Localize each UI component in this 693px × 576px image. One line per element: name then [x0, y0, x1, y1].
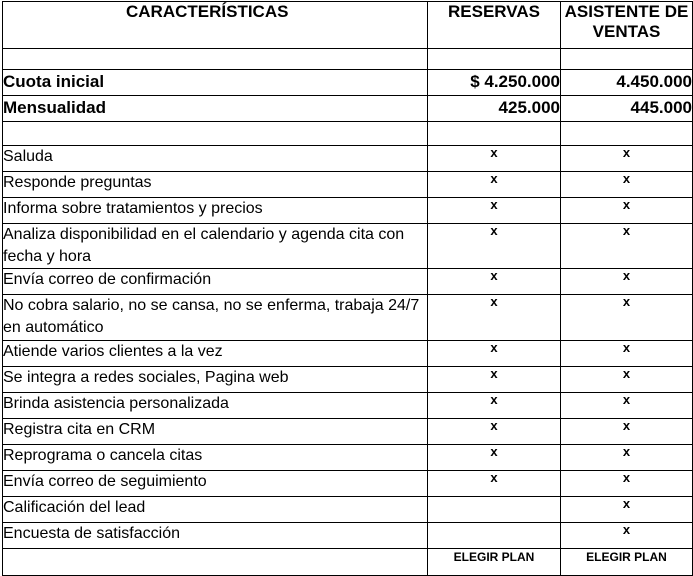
feature-label: Analiza disponibilidad en el calendario y agenda cita con fecha y hora — [3, 224, 428, 269]
spacer-cell — [561, 49, 693, 70]
feature-label: Registra cita en CRM — [3, 419, 428, 445]
feature-row — [3, 341, 693, 367]
feature-label: Informa sobre tratamientos y precios — [3, 198, 428, 224]
check-icon: x — [428, 146, 561, 172]
choose-plan-asistente-button[interactable]: ELEGIR PLAN — [561, 549, 693, 576]
feature-row — [3, 497, 693, 523]
feature-row — [3, 367, 693, 393]
spacer-cell — [428, 122, 561, 146]
check-icon: x — [428, 445, 561, 471]
check-icon: x — [561, 295, 693, 341]
feature-row — [3, 198, 693, 224]
price-value-reservas: $ 4.250.000 — [428, 70, 561, 96]
check-icon: x — [561, 367, 693, 393]
header-row — [3, 2, 693, 49]
header-plan-asistente-ventas: ASISTENTE DE VENTAS — [561, 2, 693, 49]
feature-label: Encuesta de satisfacción — [3, 523, 428, 549]
check-icon: x — [428, 367, 561, 393]
feature-row — [3, 445, 693, 471]
check-icon: x — [428, 419, 561, 445]
price-row — [3, 96, 693, 122]
check-icon: x — [561, 146, 693, 172]
check-icon — [428, 497, 561, 523]
header-features: CARACTERÍSTICAS — [3, 2, 428, 49]
check-icon: x — [428, 471, 561, 497]
spacer-cell — [3, 122, 428, 146]
check-icon: x — [561, 341, 693, 367]
check-icon: x — [561, 393, 693, 419]
check-icon: x — [561, 172, 693, 198]
feature-row — [3, 146, 693, 172]
spacer-row — [3, 49, 693, 70]
spacer-row — [3, 122, 693, 146]
price-value-asistente: 4.450.000 — [561, 70, 693, 96]
feature-label: Envía correo de confirmación — [3, 269, 428, 295]
check-icon: x — [428, 224, 561, 269]
check-icon: x — [428, 172, 561, 198]
feature-label: Se integra a redes sociales, Pagina web — [3, 367, 428, 393]
price-label-mensualidad: Mensualidad — [3, 96, 428, 122]
check-icon: x — [428, 341, 561, 367]
feature-label: Responde preguntas — [3, 172, 428, 198]
feature-label: Envía correo de seguimiento — [3, 471, 428, 497]
feature-row — [3, 523, 693, 549]
check-icon: x — [561, 471, 693, 497]
feature-row — [3, 419, 693, 445]
feature-row — [3, 269, 693, 295]
feature-label: Brinda asistencia personalizada — [3, 393, 428, 419]
feature-label: Saluda — [3, 146, 428, 172]
check-icon: x — [561, 269, 693, 295]
feature-label: Reprograma o cancela citas — [3, 445, 428, 471]
spacer-cell — [3, 49, 428, 70]
feature-row — [3, 224, 693, 269]
check-icon: x — [561, 523, 693, 549]
check-icon: x — [561, 497, 693, 523]
check-icon: x — [561, 198, 693, 224]
header-plan-reservas: RESERVAS — [428, 2, 561, 49]
feature-label: Calificación del lead — [3, 497, 428, 523]
plans-comparison-table — [2, 1, 693, 576]
check-icon: x — [428, 269, 561, 295]
price-row — [3, 70, 693, 96]
check-icon: x — [561, 224, 693, 269]
cta-spacer-cell — [3, 549, 428, 576]
check-icon: x — [561, 445, 693, 471]
check-icon — [428, 523, 561, 549]
price-value-asistente: 445.000 — [561, 96, 693, 122]
check-icon: x — [428, 198, 561, 224]
spacer-cell — [561, 122, 693, 146]
feature-label: No cobra salario, no se cansa, no se enferma, trabaja 24/7 en automático — [3, 295, 428, 341]
feature-row — [3, 393, 693, 419]
feature-row — [3, 172, 693, 198]
spacer-cell — [428, 49, 561, 70]
check-icon: x — [428, 393, 561, 419]
feature-label: Atiende varios clientes a la vez — [3, 341, 428, 367]
price-label-cuota-inicial: Cuota inicial — [3, 70, 428, 96]
price-value-reservas: 425.000 — [428, 96, 561, 122]
feature-row — [3, 295, 693, 341]
cta-row — [3, 549, 693, 576]
choose-plan-reservas-button[interactable]: ELEGIR PLAN — [428, 549, 561, 576]
feature-row — [3, 471, 693, 497]
check-icon: x — [428, 295, 561, 341]
check-icon: x — [561, 419, 693, 445]
